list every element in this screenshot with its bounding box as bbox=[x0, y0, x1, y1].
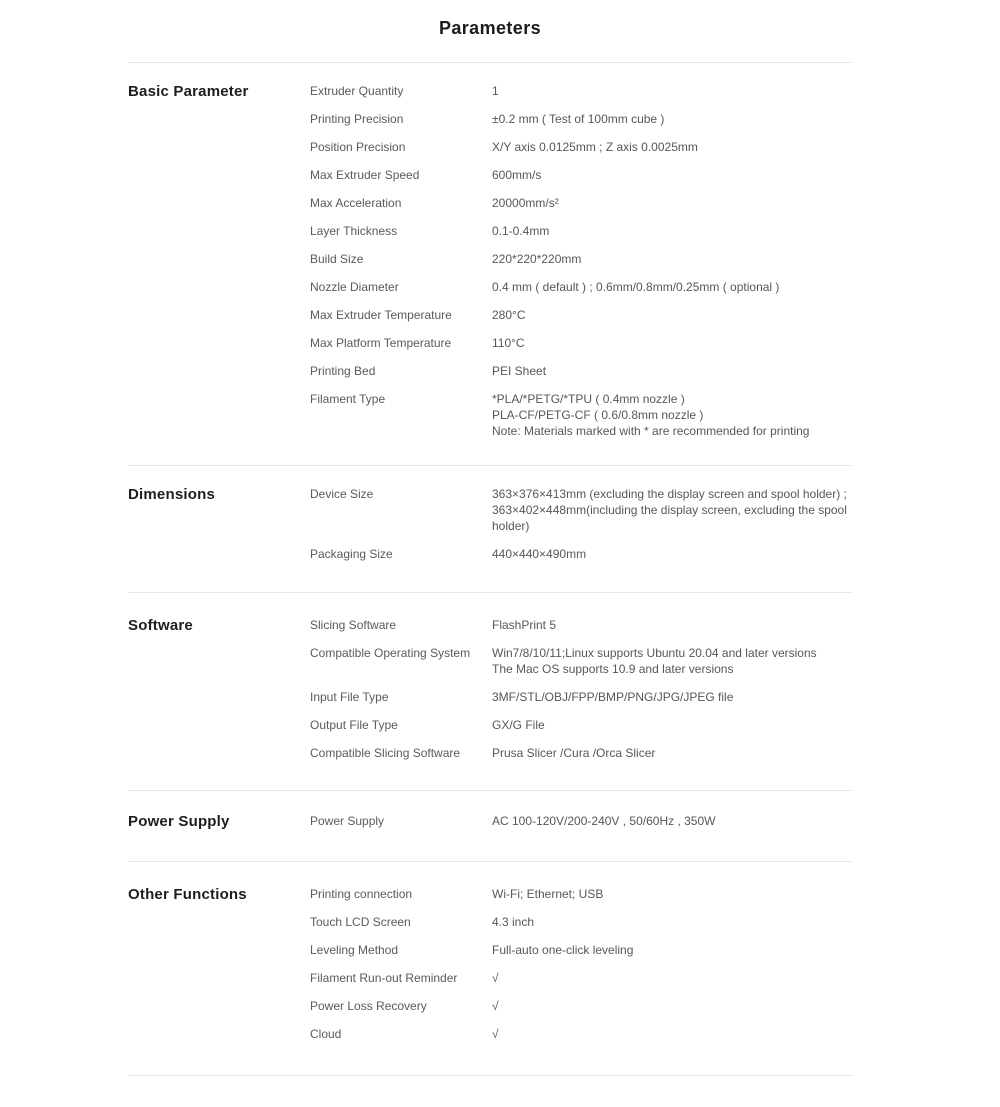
spec-row-value bbox=[492, 335, 852, 351]
spec-row-label: Cloud bbox=[310, 1027, 342, 1041]
spec-row-value bbox=[492, 745, 852, 761]
spec-row-value bbox=[492, 689, 852, 705]
spec-value-line: X/Y axis 0.0125mm ; Z axis 0.0025mm bbox=[492, 140, 698, 154]
spec-row-value bbox=[492, 223, 852, 239]
spec-row-value bbox=[492, 645, 852, 677]
spec-value-line: 3MF/STL/OBJ/FPP/BMP/PNG/JPG/JPEG file bbox=[492, 690, 734, 704]
spec-value-line: FlashPrint 5 bbox=[492, 618, 557, 632]
spec-row-value bbox=[492, 83, 852, 99]
spec-value-line: 1 bbox=[492, 84, 499, 98]
spec-row-label: Max Platform Temperature bbox=[310, 336, 452, 350]
spec-value-line: 280°C bbox=[492, 308, 526, 322]
spec-row-label: Output File Type bbox=[310, 718, 398, 732]
spec-value-line: 363×402×448mm(including the display screen, excluding the spool holder) bbox=[492, 503, 847, 533]
spec-row bbox=[310, 813, 852, 829]
spec-value-line: √ bbox=[492, 999, 499, 1013]
section-rows bbox=[310, 617, 852, 761]
spec-value-line: 220*220*220mm bbox=[492, 252, 582, 266]
spec-row bbox=[310, 970, 852, 986]
spec-row-label: Printing Precision bbox=[310, 112, 404, 126]
spec-row-label: Position Precision bbox=[310, 140, 406, 154]
spec-value-line: √ bbox=[492, 1027, 499, 1041]
spec-sections bbox=[128, 63, 852, 1076]
spec-row bbox=[310, 942, 852, 958]
spec-row-label: Input File Type bbox=[310, 690, 389, 704]
spec-value-line: 600mm/s bbox=[492, 168, 542, 182]
spec-value-line: Wi-Fi; Ethernet; USB bbox=[492, 887, 604, 901]
spec-value-line: GX/G File bbox=[492, 718, 545, 732]
page-title: Parameters bbox=[438, 18, 542, 38]
spec-row-label: Compatible Operating System bbox=[310, 646, 471, 660]
spec-row-label: Layer Thickness bbox=[310, 224, 398, 238]
spec-row bbox=[310, 1026, 852, 1042]
section-title: Dimensions bbox=[128, 486, 216, 503]
spec-row-value bbox=[492, 251, 852, 267]
spec-row-value bbox=[492, 717, 852, 733]
spec-row bbox=[310, 546, 852, 562]
spec-row-value bbox=[492, 279, 852, 295]
spec-row bbox=[310, 998, 852, 1014]
spec-row-label: Device Size bbox=[310, 487, 374, 501]
spec-row-value bbox=[492, 942, 852, 958]
spec-page bbox=[128, 0, 852, 1076]
spec-row-label: Filament Type bbox=[310, 392, 386, 406]
spec-row-value bbox=[492, 970, 852, 986]
spec-row-label: Power Supply bbox=[310, 814, 385, 828]
spec-row-label: Packaging Size bbox=[310, 547, 393, 561]
spec-row bbox=[310, 223, 852, 239]
spec-row bbox=[310, 307, 852, 323]
spec-row-value bbox=[492, 307, 852, 323]
section-rows bbox=[310, 813, 852, 829]
spec-value-line: 440×440×490mm bbox=[492, 547, 587, 561]
spec-row-label: Power Loss Recovery bbox=[310, 999, 427, 1013]
spec-value-line: PEI Sheet bbox=[492, 364, 547, 378]
spec-row bbox=[310, 617, 852, 633]
section-title: Other Functions bbox=[128, 886, 247, 903]
spec-value-line: ±0.2 mm ( Test of 100mm cube ) bbox=[492, 112, 665, 126]
spec-value-line: AC 100-120V/200-240V , 50/60Hz , 350W bbox=[492, 814, 716, 828]
spec-row-label: Max Extruder Speed bbox=[310, 168, 420, 182]
spec-row bbox=[310, 251, 852, 267]
spec-value-line: Note: Materials marked with * are recommended for printing bbox=[492, 424, 810, 438]
spec-row-value bbox=[492, 914, 852, 930]
spec-row-label: Compatible Slicing Software bbox=[310, 746, 461, 760]
spec-row-value bbox=[492, 486, 852, 534]
section-other-functions bbox=[128, 862, 852, 1075]
spec-value-line: PLA-CF/PETG-CF ( 0.6/0.8mm nozzle ) bbox=[492, 408, 704, 422]
spec-row-label: Max Acceleration bbox=[310, 196, 402, 210]
spec-value-line: Win7/8/10/11;Linux supports Ubuntu 20.04 and later versions bbox=[492, 646, 817, 660]
spec-row-label: Max Extruder Temperature bbox=[310, 308, 452, 322]
section-power-supply bbox=[128, 791, 852, 861]
spec-row-value bbox=[492, 546, 852, 562]
spec-row bbox=[310, 689, 852, 705]
spec-row-value bbox=[492, 391, 852, 439]
spec-row bbox=[310, 195, 852, 211]
spec-row bbox=[310, 886, 852, 902]
spec-row-value bbox=[492, 886, 852, 902]
spec-row-value bbox=[492, 813, 852, 829]
section-software bbox=[128, 593, 852, 790]
spec-value-line: 363×376×413mm (excluding the display screen and spool holder) ; bbox=[492, 487, 847, 501]
spec-row-value bbox=[492, 111, 852, 127]
spec-row-value bbox=[492, 363, 852, 379]
spec-value-line: 4.3 inch bbox=[492, 915, 535, 929]
spec-row bbox=[310, 83, 852, 99]
section-rows bbox=[310, 886, 852, 1042]
spec-row-label: Leveling Method bbox=[310, 943, 399, 957]
spec-row bbox=[310, 167, 852, 183]
section-title: Basic Parameter bbox=[128, 83, 249, 100]
spec-value-line: *PLA/*PETG/*TPU ( 0.4mm nozzle ) bbox=[492, 392, 685, 406]
spec-value-line: 20000mm/s² bbox=[492, 196, 559, 210]
spec-row-value bbox=[492, 998, 852, 1014]
spec-value-line: 0.1-0.4mm bbox=[492, 224, 550, 238]
spec-row-label: Nozzle Diameter bbox=[310, 280, 399, 294]
section-title: Power Supply bbox=[128, 813, 230, 830]
spec-row bbox=[310, 335, 852, 351]
spec-value-line: Prusa Slicer /Cura /Orca Slicer bbox=[492, 746, 656, 760]
spec-row-label: Printing connection bbox=[310, 887, 413, 901]
spec-row bbox=[310, 486, 852, 534]
spec-row-value bbox=[492, 167, 852, 183]
spec-row bbox=[310, 279, 852, 295]
section-rows bbox=[310, 486, 852, 562]
spec-row bbox=[310, 645, 852, 677]
spec-value-line: 0.4 mm ( default ) ; 0.6mm/0.8mm/0.25mm ( optional ) bbox=[492, 280, 780, 294]
spec-row bbox=[310, 914, 852, 930]
spec-value-line: The Mac OS supports 10.9 and later versions bbox=[492, 662, 734, 676]
section-basic-parameter bbox=[128, 63, 852, 465]
spec-row-label: Extruder Quantity bbox=[310, 84, 404, 98]
section-divider bbox=[128, 1075, 852, 1076]
spec-row-value bbox=[492, 617, 852, 633]
spec-row bbox=[310, 745, 852, 761]
spec-value-line: Full-auto one-click leveling bbox=[492, 943, 634, 957]
spec-row-value bbox=[492, 1026, 852, 1042]
spec-row bbox=[310, 139, 852, 155]
spec-row-label: Build Size bbox=[310, 252, 364, 266]
spec-row-label: Touch LCD Screen bbox=[310, 915, 411, 929]
spec-value-line: 110°C bbox=[492, 336, 525, 350]
spec-row bbox=[310, 111, 852, 127]
section-dimensions bbox=[128, 466, 852, 592]
spec-row bbox=[310, 391, 852, 439]
spec-row-value bbox=[492, 139, 852, 155]
spec-row-value bbox=[492, 195, 852, 211]
section-title: Software bbox=[128, 617, 193, 634]
spec-row-label: Printing Bed bbox=[310, 364, 376, 378]
spec-row-label: Filament Run-out Reminder bbox=[310, 971, 458, 985]
spec-value-line: √ bbox=[492, 971, 499, 985]
section-rows bbox=[310, 83, 852, 439]
spec-row bbox=[310, 717, 852, 733]
spec-row bbox=[310, 363, 852, 379]
spec-row-label: Slicing Software bbox=[310, 618, 397, 632]
